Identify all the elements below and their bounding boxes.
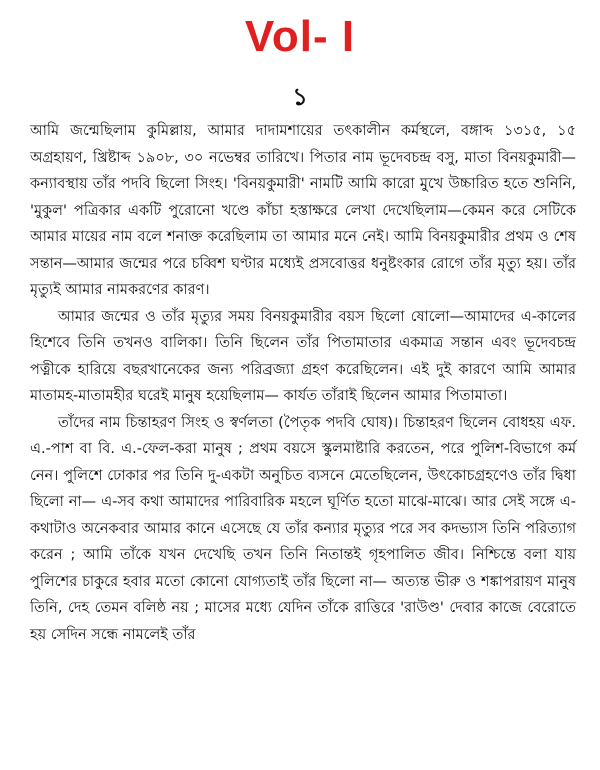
chapter-number: ১ <box>292 83 308 111</box>
volume-heading: Vol- I <box>244 12 356 61</box>
body-text <box>30 118 576 648</box>
paragraph-2: আমার জন্মের ও তাঁর মৃত্যুর সময় বিনয়কুমারীর বয়স ছিলো ষোলো—আমাদের এ-কালের হিশেবে তিনি তখনও বালিকা। তিনি ছিলেন তাঁর পিতামাতার একমাত্র সন্তান এবং ভূদেবচন্দ্র পত্নীকে হারিয়ে বছরখানেকের জন্য পরিব্রজ্যা গ্রহণ করেছিলেন। এই দুই কারণে আমি আমার মাতামহ-মাতামহীর ঘরেই মানুষ হয়েছিলাম— কার্যত তাঁরাই ছিলেন আমার পিতামাতা। <box>30 308 576 404</box>
paragraph-1: আমি জন্মেছিলাম কুমিল্লায়, আমার দাদামশায়ের তৎকালীন কর্মস্থলে, বঙ্গাব্দ ১৩১৫, ১৫ অগ্রহায়ণ, খ্রিষ্টাব্দ ১৯০৮, ৩০ নভেম্বর তারিখে। পিতার নাম ভূদেবচন্দ্র বসু, মাতা বিনয়কুমারী—কন্যাবস্থায় তাঁর পদবি ছিলো সিংহ। 'বিনয়কুমারী' নামটি আমি কারো মুখে উচ্চারিত হতে শুনিনি, 'মুকুল' পত্রিকার একটি পুরোনো খণ্ডে কাঁচা হস্তাক্ষরে লেখা দেখেছিলাম—কেমন করে সেটিকে আমার মায়ের নাম বলে শনাক্ত করেছিলাম তা আমার মনে নেই। আমি বিনয়কুমারীর প্রথম ও শেষ সন্তান—আমার জন্মের পরে চব্বিশ ঘণ্টার মধ্যেই প্রসবোত্তর ধনুষ্টংকার রোগে তাঁর মৃত্যু হয়। তাঁর মৃত্যুই আমার নামকরণের কারণ। <box>30 123 576 298</box>
paragraph-3: তাঁদের নাম চিন্তাহরণ সিংহ ও স্বর্ণলতা (পৈতৃক পদবি ঘোষ)। চিন্তাহরণ ছিলেন বোধহয় এফ. এ.-পাশ বা বি. এ.-ফেল-করা মানুষ ; প্রথম বয়সে স্কুলমাষ্টারি করতেন, পরে পুলিশ-বিভাগে কর্ম নেন। পুলিশে ঢোকার পর তিনি দু-একটা অনুচিত ব্যসনে মেতেছিলেন, উৎকোচগ্রহণেও তাঁর দ্বিধা ছিলো না— এ-সব কথা আমাদের পারিবারিক মহলে ঘূর্ণিত হতো মাঝে-মাঝে। আর সেই সঙ্গে এ-কথাটাও অনেকবার আমার কানে এসেছে যে তাঁর কন্যার মৃত্যুর পরে সব কদভ্যাস তিনি পরিত্যাগ করেন ; আমি তাঁকে যখন দেখেছি তখন তিনি নিতান্তই গৃহপালিত জীব। নিশ্চিন্তে বলা যায় পুলিশের চাকুরে হবার মতো কোনো যোগ্যতাই তাঁর ছিলো না— অত্যন্ত ভীরু ও শঙ্কাপরায়ণ মানুষ তিনি, দেহ তেমন বলিষ্ঠ নয় ; মাসের মধ্যে যেদিন তাঁকে রাত্তিরে 'রাউণ্ড' দেবার কাজে বেরোতে হয় সেদিন সন্ধে নামলেই তাঁর <box>30 414 576 643</box>
